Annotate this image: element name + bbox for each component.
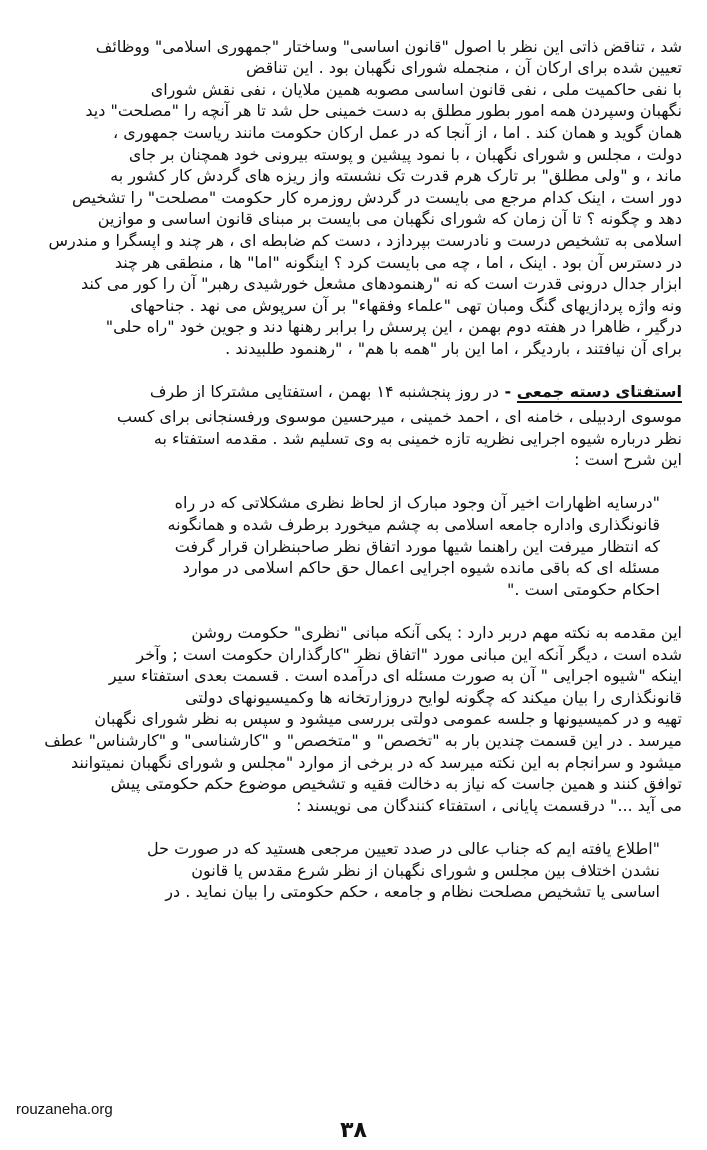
section-heading: استفتای دسته جمعی: [516, 382, 682, 402]
paragraph-2: این مقدمه به نکته مهم دربر دارد : یکی آنکه مبانی "نظری" حکومت روشن شده است ، دیگر آنکه این مبانی مورد "اتفاق نظر "کارگذاران حکومت است ; وآخر اینکه "شیوه اجرایی " آن به صورت مسئله ای درآمده است . قسمت بعدی استفتاء سیر قانونگذاری را بیان میکند که چگونه لوایح دروزارتخانه ها وکمیسیونهای دولتی تهیه و در کمیسیونها و جلسه عمومی دولتی بررسی میشود و سپس به نظر شورای نگهبان میرسد . در این قسمت چندین بار به "تخصص" و "متخصص" و "کارشناسی" و "کارشناس" عطف میشود و سرانجام به این نکته میرسد که در برخی از موارد "مجلس و شورای نگهبان نمیتوانند توافق کنند و همین جاست که نیاز به دخالت فقیه و تشخیص موضوع حکم حکومتی پیش می آید ..." درقسمت پایانی ، استفتاء کنندگان می نویسند :: [44, 623, 682, 815]
quotation-2: "اطلاع یافته ایم که جناب عالی در صدد تعیین مرجعی هستید که در صورت حل نشدن اختلاف بین مجلس و شورای نگهبان از نظر شرع مقدس یا قانون اساسی یا تشخیص مصلحت نظام و جامعه ، حکم حکومتی را بیان نماید . در: [146, 838, 660, 902]
website-footer: rouzaneha.org: [16, 1101, 113, 1118]
quotation-1: "درسایه اظهارات اخیر آن وجود مبارک از لحاظ نظری مشکلاتی که در راه قانونگذاری واداره جامعه اسلامی به چشم میخورد برطرف شده و همانگونه که انتظار میرفت این راهنما شیها مورد اتفاق نظر صاحبنظران قرار گرفت مسئله ای که باقی مانده شیوه اجرایی اعمال حق حاکم اسلامی در موارد احکام حکومتی است .": [167, 493, 660, 599]
paragraph-intro: شد ، تناقض ذاتی این نظر با اصول "قانون اساسی" وساختار "جمهوری اسلامی" ووظائف تعیین شده برای ارکان آن ، منجمله شورای نگهبان بود . این تناقض با نفی حاکمیت ملی ، نفی قانون اساسی مصوبه همین ملایان ، نفی نقش شورای نگهبان وسپردن همه امور بطور مطلق به دست خمینی حل شد تا هر آنچه را "مصلحت" دید همان گوید و همان کند . اما ، از آنجا که در عمل ارکان حکومت مانند ریاست جمهوری ، دولت ، مجلس و شورای نگهبان ، با نمود پیشین و پوسته بیرونی خود همچنان بر جای ماند ، و "ولی مطلق" بر تارک هرم قدرت تک نشسته واز ریزه های گردش کار کشور به دور است ، اینک کدام مرجع می بایست در گردش روزمره کار حکومت "مصلحت" را تشخیص دهد و چگونه ؟ تا آن زمان که شورای نگهبان می بایست بر مبنای قانون اساسی و موازین اسلامی به تشخیص درست و نادرست بپردازد ، دست کم ضابطه ای ، هر چند و اپسگرا و مندرس در دسترس آن بود . اینک ، اما ، چه می بایست کرد ؟ اینگونه "اما" ها ، منطقی هر چند ابزار جدال درونی قدرت است که نه "رهنمودهای مشعل خورشیدی رهبر" آن را کور می کند ونه واژه پردازیهای گنگ ومبان تهی "علماء وفقهاء" بر آن سرپوش می نهد . جناحهای درگیر ، ظاهرا در هفته دوم بهمن ، این پرسش را برابر رهنها دند و جوین خود "راه حلی" برای آن نیافتند ، باردیگر ، اما این بار "همه با هم" ، "رهنمود طلبیدند .: [48, 36, 682, 358]
heading-dash: -: [498, 382, 517, 402]
text-column: [30, 14, 682, 924]
heading-paragraph-text: در روز پنجشنبه ۱۴ بهمن ، استفتایی مشترکا از طرف موسوی اردبیلی ، خامنه ای ، احمد خمینی ، میرحسین موسوی ورفسنجانی برای کسب نظر درباره شیوه اجرایی نظریه تازه خمینی به وی تسلیم شد . مقدمه استفتاء به این شرح است :: [116, 382, 682, 470]
page-number: ۳۸: [340, 1118, 367, 1143]
section-heading-paragraph: [30, 381, 682, 471]
